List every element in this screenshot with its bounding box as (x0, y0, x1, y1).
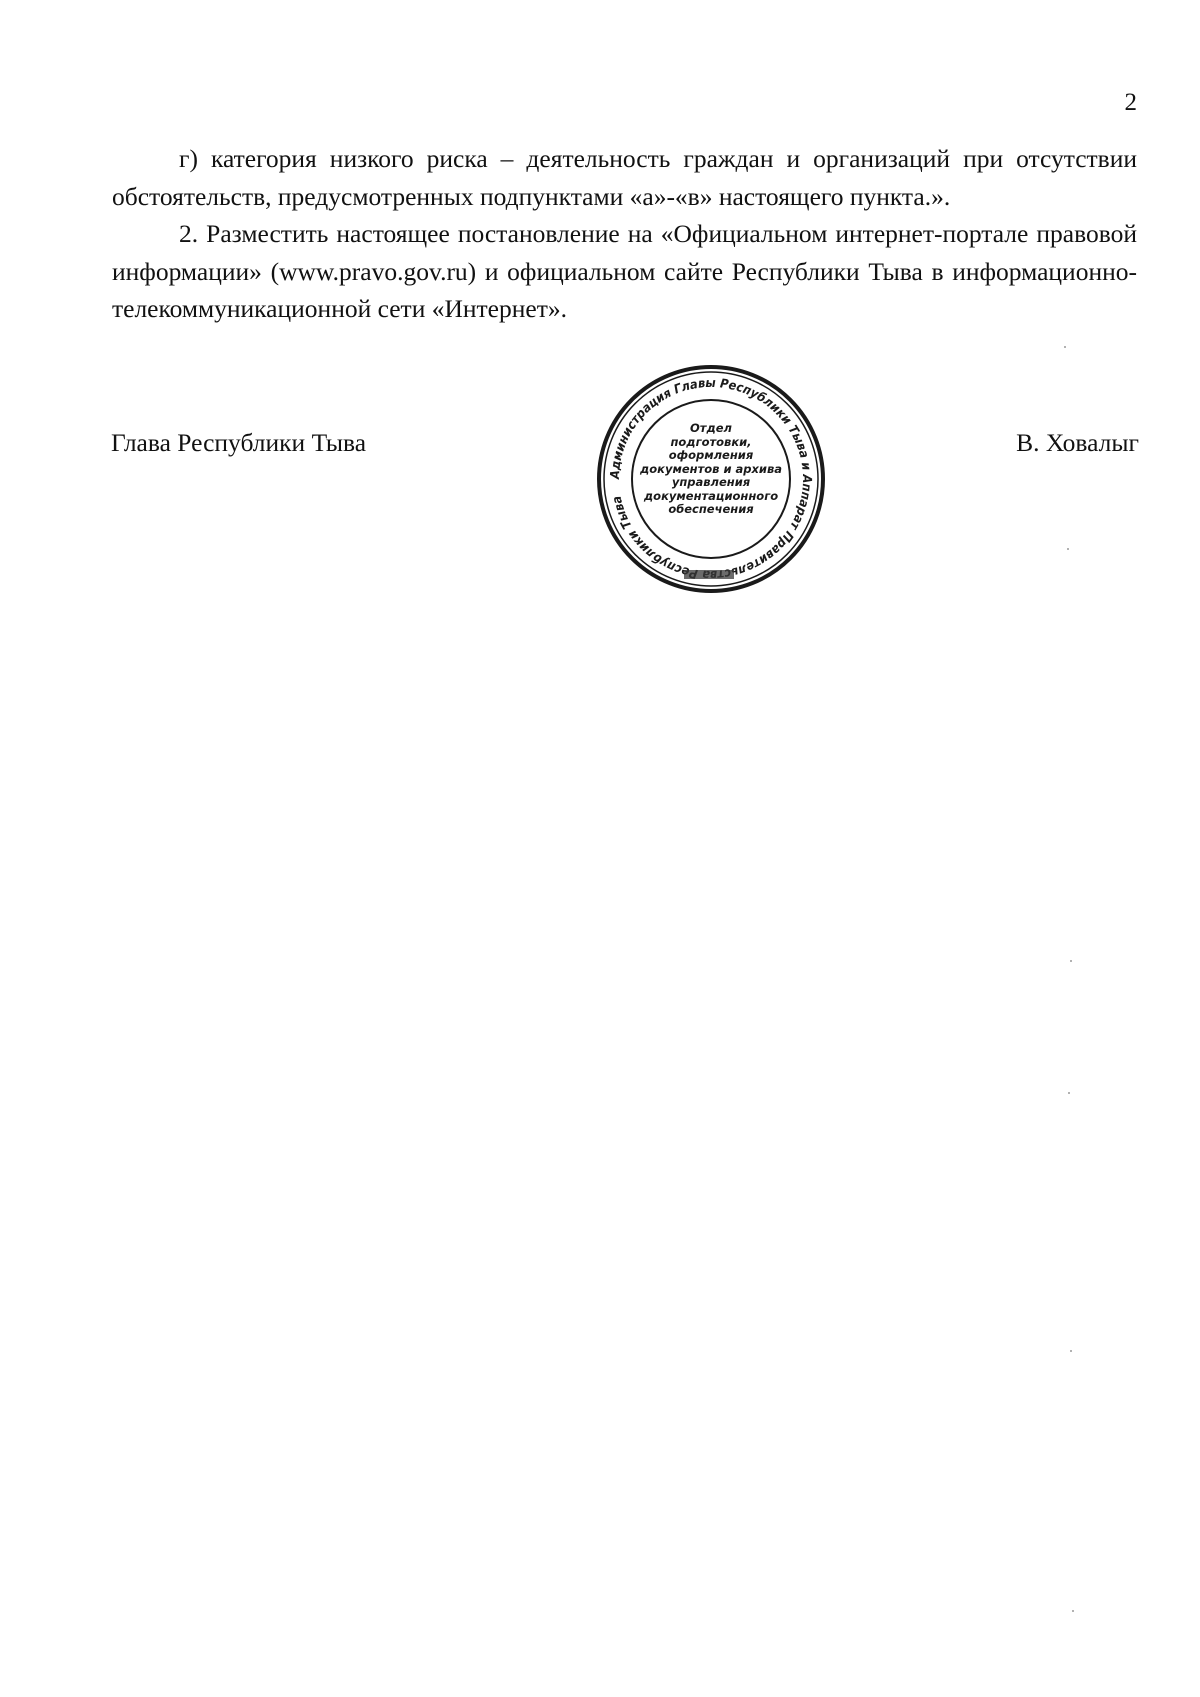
paragraph-publication: 2. Разместить настоящее постановление на «Официальном интернет-портале правовой информации» (www.pravo.gov.ru) и официальном сайте Республики Тыва в информационно-телекоммуникационной сети «Интернет». (112, 219, 1137, 323)
stamp-line: обеспечения (668, 502, 754, 516)
signature-name: В. Ховалыг (1016, 428, 1139, 457)
scan-speck (1064, 346, 1066, 348)
stamp-center-text (636, 422, 786, 517)
stamp-line: Отдел (690, 421, 732, 435)
scan-speck (1068, 1092, 1070, 1094)
stamp-line: документов и архива (639, 461, 783, 476)
page-number: 2 (1124, 89, 1137, 116)
stamp-line: подготовки, (670, 434, 752, 449)
paragraph-risk-category: г) категория низкого риска – деятельность граждан и организаций при отсутствии обстоятельств, предусмотренных подпунктами «а»-«в» настоящего пункта.». (112, 144, 1137, 211)
document-body (112, 140, 1137, 328)
stamp-line: оформления (668, 448, 754, 462)
scan-speck (1072, 1610, 1074, 1612)
scan-speck (1067, 548, 1069, 550)
scan-speck (1070, 1350, 1072, 1352)
stamp-ink-smudge (684, 570, 734, 579)
official-stamp (596, 364, 826, 594)
stamp-line: управления (671, 475, 751, 489)
scan-speck (1070, 960, 1072, 962)
signature-position: Глава Республики Тыва (111, 428, 367, 457)
stamp-ring-text: Администрация Главы Республики Тыва и Аппарат Правитель спублики Тыва (606, 374, 816, 581)
stamp-line: документационного (643, 488, 779, 503)
